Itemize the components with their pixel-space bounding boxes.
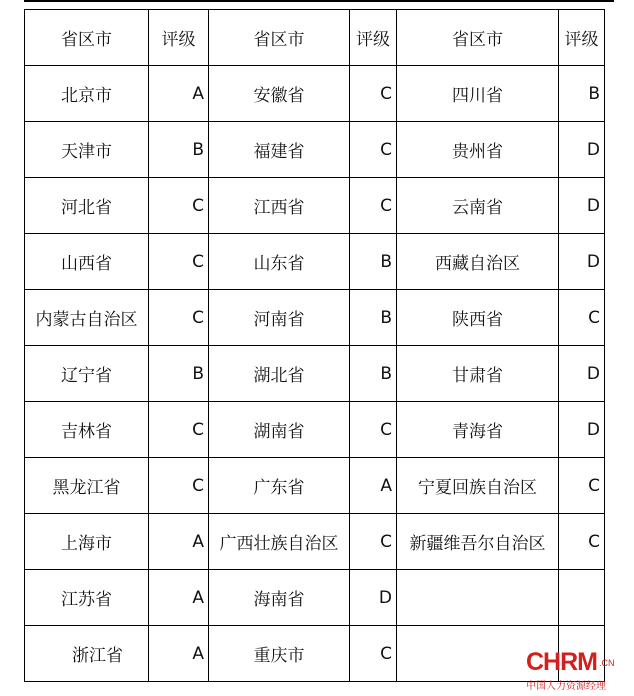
header-province-2: 省区市 bbox=[209, 10, 350, 66]
province-cell: 河北省 bbox=[25, 178, 149, 234]
province-cell: 湖南省 bbox=[209, 402, 350, 458]
rating-cell: A bbox=[350, 458, 397, 514]
rating-cell: A bbox=[149, 570, 209, 626]
province-cell: 内蒙古自治区 bbox=[25, 290, 149, 346]
table-row bbox=[25, 346, 605, 402]
rating-cell: C bbox=[559, 458, 605, 514]
rating-cell: B bbox=[149, 346, 209, 402]
rating-cell: A bbox=[149, 514, 209, 570]
rating-cell: C bbox=[350, 514, 397, 570]
rating-cell: C bbox=[350, 402, 397, 458]
header-province-1: 省区市 bbox=[25, 10, 149, 66]
table-row bbox=[25, 290, 605, 346]
rating-cell: C bbox=[350, 178, 397, 234]
province-cell: 湖北省 bbox=[209, 346, 350, 402]
province-cell: 黑龙江省 bbox=[25, 458, 149, 514]
watermark-domain: .CN bbox=[599, 658, 615, 668]
rating-cell: A bbox=[149, 66, 209, 122]
province-cell: 新疆维吾尔自治区 bbox=[397, 514, 559, 570]
province-cell: 吉林省 bbox=[25, 402, 149, 458]
province-cell: 海南省 bbox=[209, 570, 350, 626]
province-cell: 广西壮族自治区 bbox=[209, 514, 350, 570]
province-cell: 浙江省 bbox=[25, 626, 149, 682]
province-cell: 江西省 bbox=[209, 178, 350, 234]
rating-cell: C bbox=[350, 122, 397, 178]
table-row bbox=[25, 626, 605, 682]
header-rating-2: 评级 bbox=[350, 10, 397, 66]
top-border-line bbox=[24, 0, 614, 2]
table-row bbox=[25, 402, 605, 458]
province-cell: 上海市 bbox=[25, 514, 149, 570]
province-cell: 贵州省 bbox=[397, 122, 559, 178]
table-row bbox=[25, 122, 605, 178]
watermark-subtitle: 中国人力资源经理 bbox=[526, 681, 606, 692]
rating-cell: B bbox=[149, 122, 209, 178]
province-cell: 甘肃省 bbox=[397, 346, 559, 402]
rating-cell: C bbox=[149, 290, 209, 346]
header-rating-1: 评级 bbox=[149, 10, 209, 66]
rating-cell: C bbox=[149, 234, 209, 290]
province-cell: 云南省 bbox=[397, 178, 559, 234]
table-row bbox=[25, 234, 605, 290]
table-row bbox=[25, 66, 605, 122]
rating-cell: C bbox=[350, 66, 397, 122]
province-rating-table bbox=[24, 9, 605, 682]
rating-cell: D bbox=[559, 234, 605, 290]
province-cell bbox=[397, 570, 559, 626]
header-province-3: 省区市 bbox=[397, 10, 559, 66]
rating-cell: C bbox=[149, 178, 209, 234]
table-row bbox=[25, 178, 605, 234]
province-cell: 广东省 bbox=[209, 458, 350, 514]
header-rating-3: 评级 bbox=[559, 10, 605, 66]
table-row bbox=[25, 514, 605, 570]
province-cell: 陕西省 bbox=[397, 290, 559, 346]
rating-cell: D bbox=[559, 178, 605, 234]
rating-cell: D bbox=[559, 402, 605, 458]
rating-cell: A bbox=[149, 626, 209, 682]
table-row bbox=[25, 570, 605, 626]
chrm-watermark-logo bbox=[526, 648, 624, 692]
rating-cell: C bbox=[559, 514, 605, 570]
province-cell: 河南省 bbox=[209, 290, 350, 346]
province-cell: 辽宁省 bbox=[25, 346, 149, 402]
province-cell: 青海省 bbox=[397, 402, 559, 458]
rating-cell: C bbox=[350, 626, 397, 682]
rating-cell: B bbox=[559, 66, 605, 122]
rating-cell: D bbox=[350, 570, 397, 626]
province-cell: 北京市 bbox=[25, 66, 149, 122]
province-cell: 安徽省 bbox=[209, 66, 350, 122]
table-header-row bbox=[25, 10, 605, 66]
province-cell: 江苏省 bbox=[25, 570, 149, 626]
province-cell: 四川省 bbox=[397, 66, 559, 122]
province-cell: 天津市 bbox=[25, 122, 149, 178]
province-cell: 山东省 bbox=[209, 234, 350, 290]
table-row bbox=[25, 458, 605, 514]
rating-cell: D bbox=[559, 122, 605, 178]
province-cell: 重庆市 bbox=[209, 626, 350, 682]
rating-cell: C bbox=[149, 458, 209, 514]
province-cell: 西藏自治区 bbox=[397, 234, 559, 290]
rating-cell: C bbox=[559, 290, 605, 346]
province-cell: 福建省 bbox=[209, 122, 350, 178]
watermark-brand: CHRM bbox=[526, 648, 597, 676]
rating-cell: D bbox=[559, 346, 605, 402]
rating-cell: C bbox=[149, 402, 209, 458]
rating-cell: B bbox=[350, 234, 397, 290]
province-cell: 宁夏回族自治区 bbox=[397, 458, 559, 514]
province-cell: 山西省 bbox=[25, 234, 149, 290]
rating-cell bbox=[559, 570, 605, 626]
rating-cell: B bbox=[350, 290, 397, 346]
rating-cell: B bbox=[350, 346, 397, 402]
